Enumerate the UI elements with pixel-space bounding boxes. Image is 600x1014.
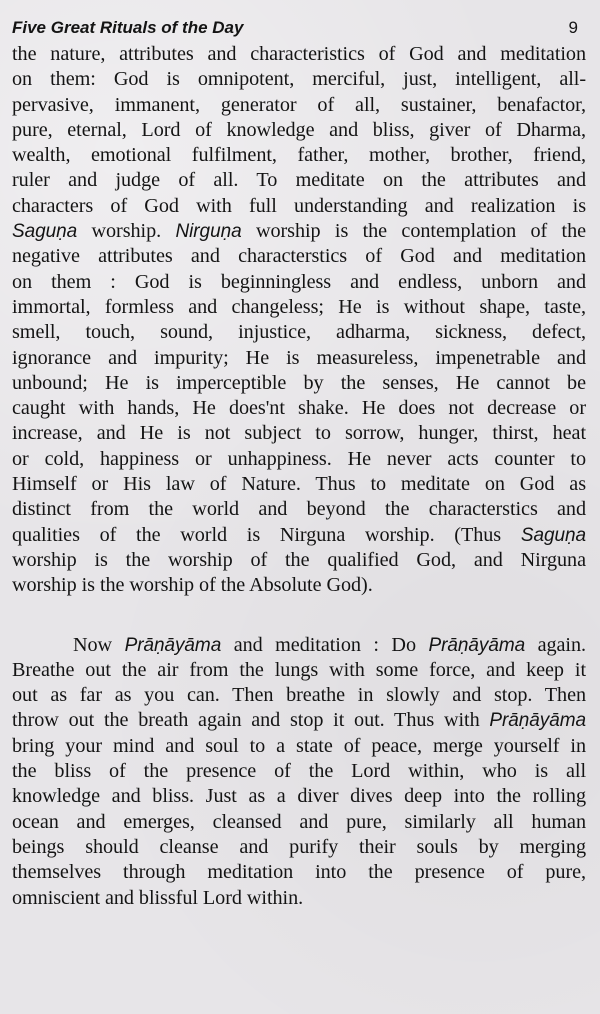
text-line: [12, 371, 586, 396]
text-line: [12, 194, 586, 219]
text-segment: on them: God is omnipotent, merciful, just, intelligent, all-: [12, 68, 586, 91]
italic-term: Prāṇāyāma: [489, 710, 586, 732]
text-line: [12, 42, 586, 67]
text-line: [12, 320, 586, 345]
paragraph-1: [12, 42, 586, 599]
text-line: [12, 472, 586, 497]
text-segment: pure, eternal, Lord of knowledge and bliss, giver of Dharma,: [12, 118, 586, 141]
text-line: [12, 396, 586, 421]
text-line: [12, 295, 586, 320]
italic-term: Saguṇa: [520, 524, 586, 546]
text-line: [12, 658, 586, 683]
text-line: [12, 93, 586, 118]
text-segment: negative attributes and characterstics of God and meditation: [12, 245, 586, 268]
chapter-title: Five Great Rituals of the Day: [12, 18, 244, 37]
text-line: [12, 835, 586, 860]
text-segment: omniscient and blissful Lord within.: [12, 886, 304, 909]
body-text: [12, 42, 586, 911]
text-segment: the bliss of the presence of the Lord within, who is all: [12, 760, 586, 783]
text-line: [12, 421, 586, 446]
text-segment: out as far as you can. Then breathe in slowly and stop. Then: [12, 684, 586, 707]
text-segment: and meditation : Do: [221, 633, 429, 656]
page-number: 9: [568, 18, 578, 37]
italic-term: Prāṇāyāma: [124, 634, 222, 656]
text-segment: distinct from the world and beyond the characterstics and: [12, 498, 586, 521]
text-segment: beings should cleanse and purify their souls by merging: [12, 835, 586, 858]
text-line: [12, 168, 586, 193]
text-segment: pervasive, immanent, generator of all, sustainer, benafactor,: [12, 93, 586, 116]
text-line: [12, 67, 586, 92]
text-line: [12, 447, 586, 472]
text-segment: throw out the breath again and stop it out. Thus with: [12, 709, 490, 732]
text-line: [12, 810, 586, 835]
text-line: [12, 784, 586, 809]
text-segment: ocean and emerges, cleansed and pure, similarly all human: [12, 810, 586, 833]
text-segment: qualities of the world is Nirguna worship. (Thus: [12, 523, 521, 546]
text-line: [12, 523, 586, 548]
text-segment: Breathe out the air from the lungs with some force, and keep it: [12, 658, 586, 681]
text-line: [12, 886, 586, 911]
text-segment: increase, and He is not subject to sorrow, hunger, thirst, heat: [12, 422, 586, 445]
text-segment: unbound; He is imperceptible by the senses, He cannot be: [12, 371, 586, 394]
text-segment: worship is the worship of the Absolute God).: [12, 574, 373, 597]
text-segment: the nature, attributes and characteristics of God and meditation: [12, 43, 586, 65]
text-line: [12, 683, 586, 708]
text-segment: characters of God with full understanding and realization is: [12, 194, 586, 217]
text-segment: smell, touch, sound, injustice, adharma, sickness, defect,: [12, 321, 586, 344]
text-line: [12, 143, 586, 168]
italic-term: Saguṇa: [12, 221, 78, 243]
paragraph-2: [12, 633, 586, 911]
text-segment: on them : God is beginningless and endless, unborn and: [12, 270, 586, 293]
text-line: [12, 346, 586, 371]
text-line: [12, 244, 586, 269]
text-line: [12, 270, 586, 295]
text-segment: themselves through meditation into the presence of pure,: [12, 861, 586, 884]
text-segment: wealth, emotional fulfilment, father, mother, brother, friend,: [12, 144, 586, 167]
text-segment: bring your mind and soul to a state of peace, merge yourself in: [12, 734, 586, 757]
text-segment: or cold, happiness or unhappiness. He never acts counter to: [12, 447, 586, 470]
text-line: [12, 759, 586, 784]
text-segment: worship is the worship of the qualified God, and Nirguna: [12, 548, 586, 571]
text-segment: worship.: [77, 220, 176, 243]
text-line: [12, 860, 586, 885]
text-segment: knowledge and bliss. Just as a diver dives deep into the rolling: [12, 785, 586, 808]
text-line: [12, 219, 586, 244]
text-segment: Himself or His law of Nature. Thus to meditate on God as: [12, 473, 586, 496]
text-segment: Now: [73, 633, 125, 656]
text-line: [12, 548, 586, 573]
text-segment: ignorance and impurity; He is measureless, impenetrable and: [12, 346, 586, 369]
text-segment: ruler and judge of all. To meditate on the attributes and: [12, 169, 586, 192]
text-line: [12, 708, 586, 733]
text-line: [12, 633, 586, 658]
text-segment: immortal, formless and changeless; He is without shape, taste,: [12, 295, 586, 318]
text-line: [12, 573, 586, 598]
text-line: [12, 734, 586, 759]
italic-term: Nirguṇa: [175, 221, 242, 243]
text-line: [12, 118, 586, 143]
running-header: [12, 14, 586, 42]
text-segment: again.: [525, 633, 587, 656]
text-segment: worship is the contemplation of the: [241, 220, 587, 243]
text-line: [12, 497, 586, 522]
text-segment: caught with hands, He does'nt shake. He does not decrease or: [12, 397, 586, 420]
italic-term: Prāṇāyāma: [428, 634, 526, 656]
paragraph-gap: [12, 599, 586, 633]
